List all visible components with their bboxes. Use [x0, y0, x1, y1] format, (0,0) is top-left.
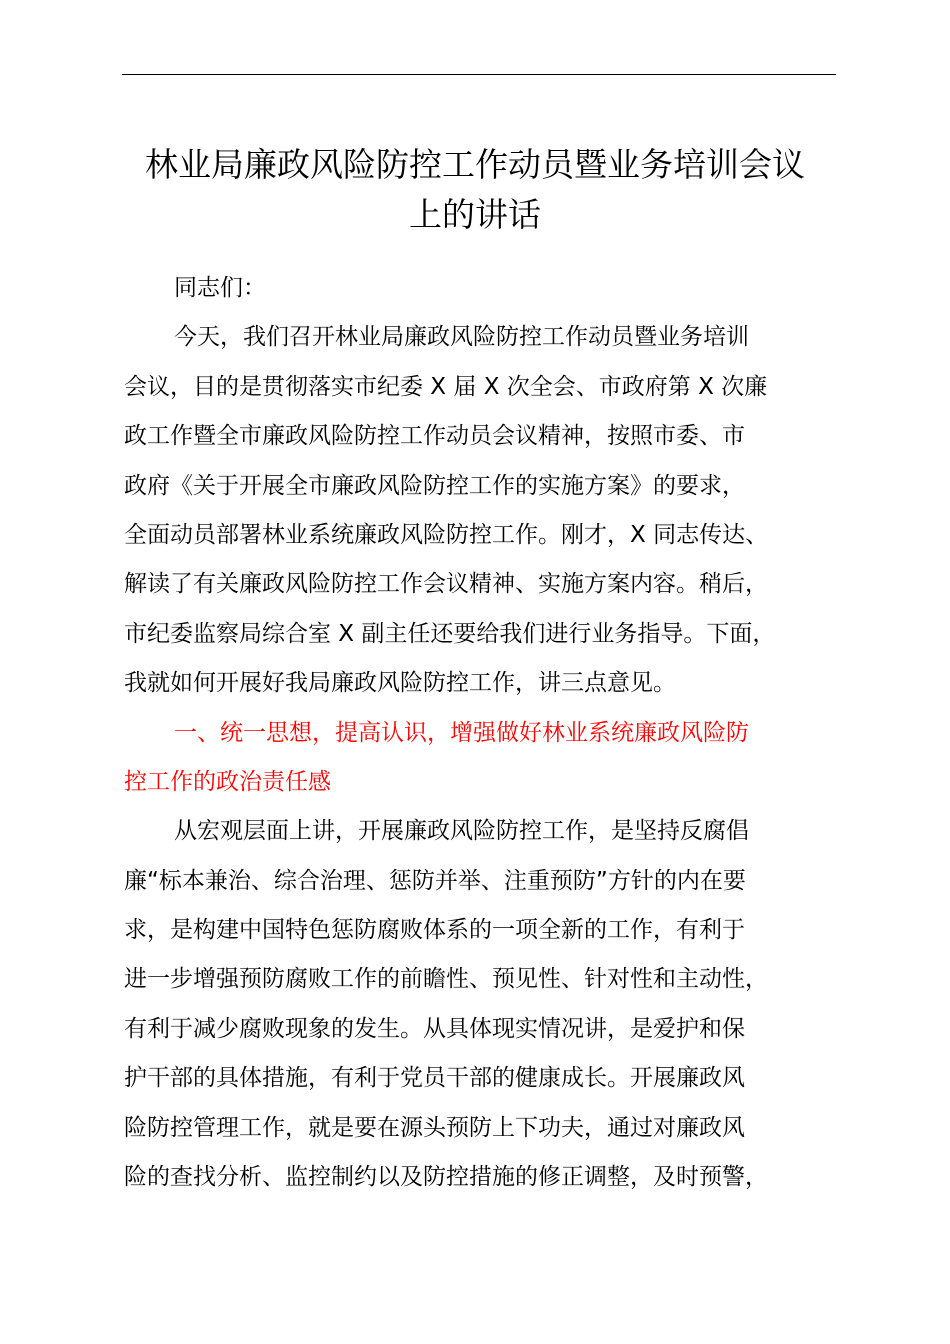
- paragraph-line: 廉“标本兼治、综合治理、惩防并举、注重预防”方针的内在要: [124, 867, 746, 894]
- paragraph-line: 从宏观层面上讲，开展廉政风险防控工作，是坚持反腐倡: [174, 818, 749, 845]
- salutation: 同志们：: [174, 275, 266, 301]
- title-line-1: 林业局廉政风险防控工作动员暨业务培训会议: [145, 145, 805, 184]
- paragraph-line: 今天，我们召开林业局廉政风险防控工作动员暨业务培训: [174, 324, 749, 351]
- paragraph-2: [124, 807, 864, 1202]
- paragraph-line: 有利于减少腐败现象的发生。从具体现实情况讲，是爱护和保: [124, 1015, 745, 1042]
- header-rule: [122, 74, 836, 75]
- paragraph-1: [124, 313, 864, 708]
- paragraph-line: 进一步增强预防腐败工作的前瞻性、预见性、针对性和主动性，: [124, 966, 768, 993]
- document-title: [100, 140, 850, 240]
- paragraph-line: 险防控管理工作，就是要在源头预防上下功夫，通过对廉政风: [124, 1114, 745, 1141]
- paragraph-line: 政工作暨全市廉政风险防控工作动员会议精神，按照市委、市: [124, 423, 745, 450]
- paragraph-line: 政府《关于开展全市廉政风险防控工作的实施方案》的要求，: [124, 472, 745, 499]
- paragraph-line: 市纪委监察局综合室 X 副主任还要给我们进行业务指导。下面，: [124, 620, 776, 647]
- document-body: [124, 264, 864, 1202]
- paragraph-line: 全面动员部署林业系统廉政风险防控工作。刚才，X 同志传达、: [124, 521, 769, 548]
- paragraph-line: 会议，目的是贯彻落实市纪委 X 届 X 次全会、市政府第 X 次廉: [124, 373, 768, 400]
- paragraph-line: 险的查找分析、监控制约以及防控措施的修正调整，及时预警，: [124, 1164, 768, 1191]
- paragraph-line: 解读了有关廉政风险防控工作会议精神、实施方案内容。稍后，: [124, 571, 768, 598]
- section-heading-1: [124, 709, 864, 808]
- paragraph-line: 护干部的具体措施，有利于党员干部的健康成长。开展廉政风: [124, 1065, 745, 1092]
- title-line-2: 上的讲话: [409, 195, 541, 234]
- paragraph-line: 求，是构建中国特色惩防腐败体系的一项全新的工作，有利于: [124, 917, 745, 944]
- heading-line: 一、统一思想，提高认识，增强做好林业系统廉政风险防: [174, 719, 749, 746]
- heading-line: 控工作的政治责任感: [124, 768, 331, 795]
- paragraph-line: 我就如何开展好我局廉政风险防控工作，讲三点意见。: [124, 670, 676, 697]
